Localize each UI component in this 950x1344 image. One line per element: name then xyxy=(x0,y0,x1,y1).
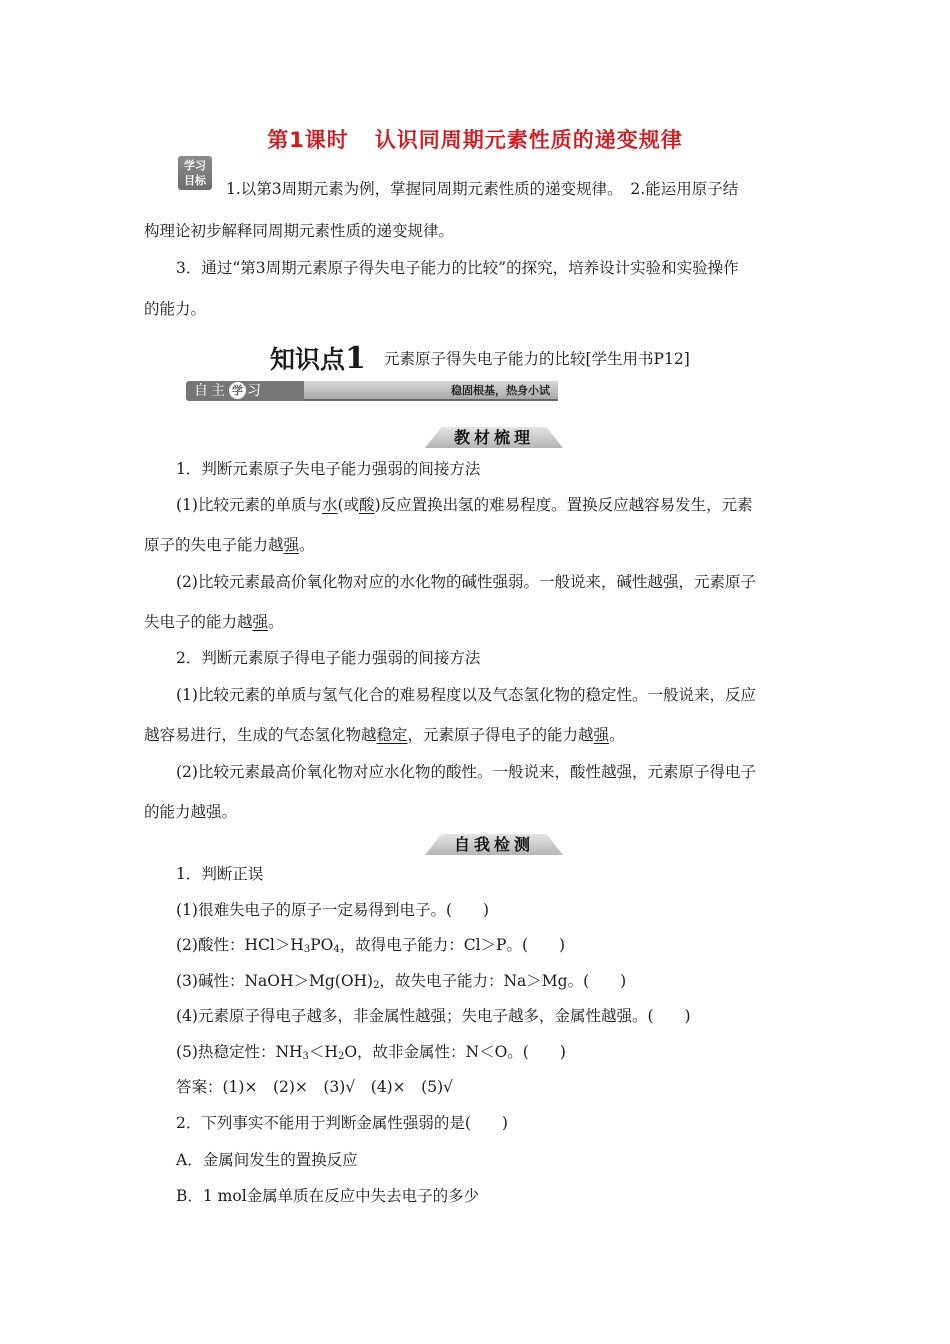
badge-line1: 学习 xyxy=(184,159,206,172)
self-study-banner xyxy=(186,381,558,401)
s1-line5: 失电子的能力越强。 xyxy=(144,613,284,631)
objectives-line1: 1.以第3周期元素为例，掌握同周期元素性质的递变规律。 2.能运用原子结 xyxy=(226,180,739,198)
q2-option-b: B．1 mol金属单质在反应中失去电子的多少 xyxy=(176,1187,480,1205)
answer-blank: 强 xyxy=(252,613,269,631)
objectives-line2: 构理论初步解释同周期元素性质的递变规律。 xyxy=(144,222,455,240)
objectives-line3: 3．通过“第3周期元素原子得失电子能力的比较”的探究，培养设计实验和实验操作 xyxy=(176,259,739,277)
title-topic: 认识同周期元素性质的递变规律 xyxy=(374,128,683,152)
s1-line3: 原子的失电子能力越强。 xyxy=(144,536,315,554)
q1-item3: (3)碱性：$NaOH>Mg(OH)_2$，故失电子能力：Na＞Mg。( ) xyxy=(176,972,627,991)
q1-item5: (5)热稳定性：$NH_3<H_2O$，故非金属性：N＜O。( ) xyxy=(176,1043,566,1062)
page-title xyxy=(0,124,950,154)
knowledge-point-label: 知识点 xyxy=(270,345,346,374)
section-tab-self-check xyxy=(425,834,563,855)
s1-line7: (1)比较元素的单质与氢气化合的难易程度以及气态氢化物的稳定性。一般说来，反应 xyxy=(176,686,756,704)
self-study-circle: 学 xyxy=(229,382,246,399)
answer-blank: 稳定 xyxy=(376,726,408,744)
s1-line2: (1)比较元素的单质与水(或酸)反应置换出氢的难易程度。置换反应越容易发生，元素 xyxy=(176,496,753,514)
self-study-word1: 自主 xyxy=(194,383,228,399)
answer-blank: 强 xyxy=(283,536,300,554)
q1-item1: (1)很难失电子的原子一定易得到电子。( ) xyxy=(176,901,490,919)
s1-line1: 1．判断元素原子失电子能力强弱的间接方法 xyxy=(176,460,481,478)
section-tab-textbook-review xyxy=(425,427,563,448)
self-study-slogan: 稳固根基，热身小试 xyxy=(304,381,558,401)
s1-line10: 的能力越强。 xyxy=(144,803,238,821)
s1-line4: (2)比较元素最高价氧化物对应的水化物的碱性强弱。一般说来，碱性越强，元素原子 xyxy=(176,573,756,591)
q1-heading: 1．判断正误 xyxy=(176,865,264,883)
title-lesson: 第1课时 xyxy=(267,128,349,152)
section-tab-label: 自我检测 xyxy=(453,835,534,854)
answer-blank: 强 xyxy=(593,726,610,744)
q1-item4: (4)元素原子得电子越多，非金属性越强；失电子越多，金属性越强。( ) xyxy=(176,1007,691,1025)
badge-line2: 目标 xyxy=(184,174,206,187)
objectives-line4: 的能力。 xyxy=(144,300,207,318)
knowledge-point-heading xyxy=(270,340,366,376)
s1-line9: (2)比较元素最高价氧化物对应水化物的酸性。一般说来，酸性越强，元素原子得电子 xyxy=(176,763,756,781)
answer-blank: 酸 xyxy=(359,496,375,514)
knowledge-point-number: 1 xyxy=(345,341,366,376)
answer-blank: 水 xyxy=(321,496,338,514)
self-study-label xyxy=(186,381,304,401)
self-study-word2: 习 xyxy=(247,383,264,399)
q1-item2: (2)酸性：$HCl>H_3PO_4$，故得电子能力：Cl＞P。( ) xyxy=(176,936,566,955)
knowledge-point-subtitle: 元素原子得失电子能力的比较[学生用书P12] xyxy=(384,350,690,368)
q1-answer: 答案：(1)× (2)× (3)√ (4)× (5)√ xyxy=(176,1078,453,1096)
q2-stem: 2．下列事实不能用于判断金属性强弱的是( ) xyxy=(176,1114,508,1132)
s1-line6: 2．判断元素原子得电子能力强弱的间接方法 xyxy=(176,649,481,667)
section-tab-label: 教材梳理 xyxy=(453,428,534,447)
learning-objectives-badge xyxy=(178,156,212,190)
q2-option-a: A．金属间发生的置换反应 xyxy=(176,1151,358,1169)
s1-line8: 越容易进行，生成的气态氢化物越稳定，元素原子得电子的能力越强。 xyxy=(144,726,625,744)
